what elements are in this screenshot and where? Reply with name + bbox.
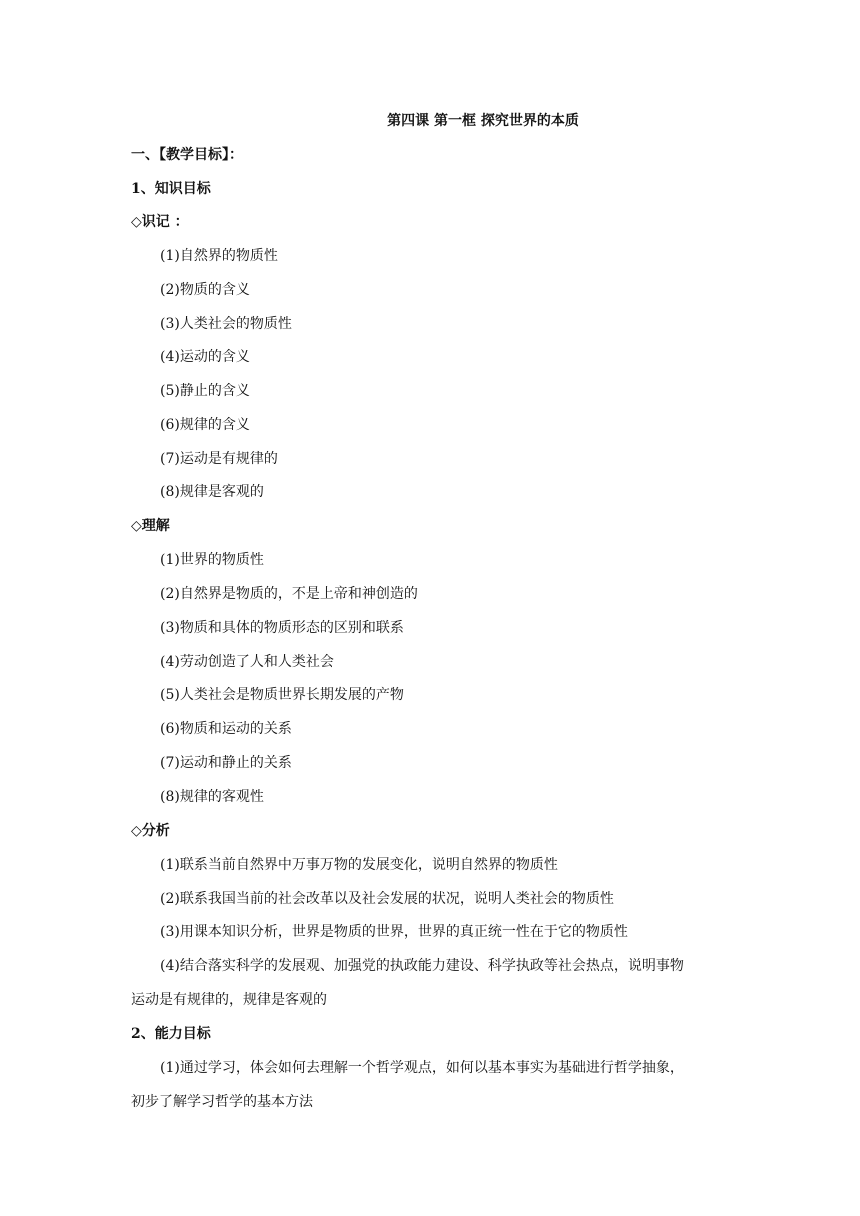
memorize-item: (1)自然界的物质性	[160, 248, 278, 264]
understand-item: (7)运动和静止的关系	[160, 755, 292, 771]
ability-item-continuation: 初步了解学习哲学的基本方法	[131, 1094, 313, 1110]
analyze-item: (2)联系我国当前的社会改革以及社会发展的状况，说明人类社会的物质性	[160, 891, 614, 907]
memorize-item: (5)静止的含义	[160, 383, 250, 399]
heading-understand: ◇理解	[131, 518, 170, 534]
understand-item: (6)物质和运动的关系	[160, 721, 292, 737]
analyze-item: (4)结合落实科学的发展观、加强党的执政能力建设、科学执政等社会热点，说明事物	[160, 958, 684, 974]
memorize-item: (6)规律的含义	[160, 417, 250, 433]
document-title: 第四课 第一框 探究世界的本质	[387, 113, 579, 129]
heading-analyze: ◇分析	[131, 823, 170, 839]
section-heading-teaching-goals: 一、【教学目标】：	[131, 147, 243, 163]
understand-item: (2)自然界是物质的，不是上帝和神创造的	[160, 586, 418, 602]
understand-item: (8)规律的客观性	[160, 789, 264, 805]
understand-item: (3)物质和具体的物质形态的区别和联系	[160, 620, 404, 636]
analyze-item: (3)用课本知识分析，世界是物质的世界，世界的真正统一性在于它的物质性	[160, 924, 628, 940]
memorize-item: (2)物质的含义	[160, 282, 250, 298]
analyze-item-continuation: 运动是有规律的，规律是客观的	[131, 992, 327, 1008]
memorize-item: (4)运动的含义	[160, 349, 250, 365]
understand-item: (5)人类社会是物质世界长期发展的产物	[160, 687, 404, 703]
understand-item: (4)劳动创造了人和人类社会	[160, 654, 334, 670]
understand-item: (1)世界的物质性	[160, 552, 264, 568]
ability-item: (1)通过学习，体会如何去理解一个哲学观点，如何以基本事实为基础进行哲学抽象，	[160, 1060, 684, 1076]
memorize-item: (3)人类社会的物质性	[160, 316, 292, 332]
heading-ability-goals: 2、能力目标	[131, 1026, 211, 1042]
analyze-item: (1)联系当前自然界中万事万物的发展变化，说明自然界的物质性	[160, 857, 558, 873]
heading-knowledge-goals: 1、知识目标	[131, 181, 211, 197]
memorize-item: (7)运动是有规律的	[160, 451, 278, 467]
heading-memorize: ◇识记 ：	[131, 214, 189, 230]
memorize-item: (8)规律是客观的	[160, 484, 264, 500]
